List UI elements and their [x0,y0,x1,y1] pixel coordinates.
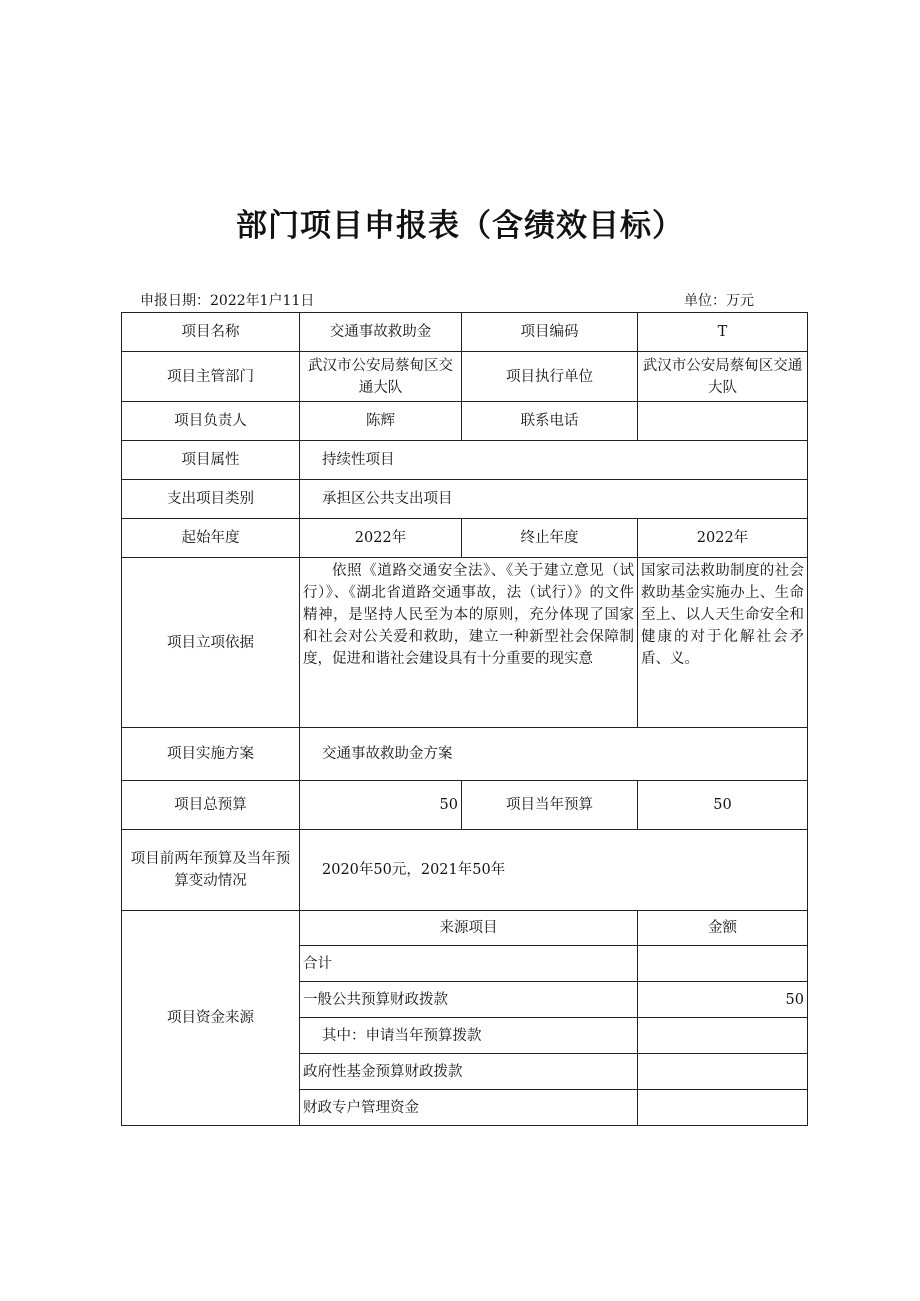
label-basis: 项目立项依据 [122,558,300,728]
value-end-year: 2022年 [638,519,808,558]
label-exec-unit: 项目执行单位 [462,352,638,402]
label-prev-budget: 项目前两年预算及当年预算变动情况 [122,830,300,911]
label-end-year: 终止年度 [462,519,638,558]
value-phone [638,402,808,441]
row-years [122,519,808,558]
funding-row-name: 财政专户管理资金 [300,1090,638,1126]
label-start-year: 起始年度 [122,519,300,558]
value-attribute: 持续性项目 [300,441,808,480]
funding-row-name: 其中：申请当年预算拨款 [300,1018,638,1054]
row-category [122,480,808,519]
label-current-budget: 项目当年预算 [462,781,638,830]
value-leader: 陈辉 [300,402,462,441]
funding-row-amount [638,1090,808,1126]
funding-row-amount [638,946,808,982]
value-current-budget: 50 [638,781,808,830]
value-basis-right: 国家司法救助制度的社会救助基金实施办上、生命至上、以人天生命安全和健康的对于化解社会矛盾、义。 [638,558,808,728]
label-plan: 项目实施方案 [122,728,300,781]
label-category: 支出项目类别 [122,480,300,519]
funding-row-amount [638,1018,808,1054]
value-prev-budget: 2020年50元，2021年50年 [300,830,808,911]
value-dept: 武汉市公安局蔡甸区交通大队 [300,352,462,402]
report-date: 申报日期：2022年1户11日 [140,293,315,309]
label-funding: 项目资金来源 [122,911,300,1126]
funding-row-name: 一般公共预算财政拨款 [300,982,638,1018]
value-category: 承担区公共支出项目 [300,480,808,519]
value-total-budget: 50 [300,781,462,830]
label-attribute: 项目属性 [122,441,300,480]
label-dept: 项目主管部门 [122,352,300,402]
row-leader [122,402,808,441]
funding-row-amount: 50 [638,982,808,1018]
funding-header-source: 来源项目 [300,911,638,946]
row-attribute [122,441,808,480]
funding-row-name: 政府性基金预算财政拨款 [300,1054,638,1090]
value-exec-unit: 武汉市公安局蔡甸区交通大队 [638,352,808,402]
row-dept [122,352,808,402]
value-project-code: T [638,313,808,352]
funding-header-amount: 金额 [638,911,808,946]
label-phone: 联系电话 [462,402,638,441]
value-plan: 交通事故救助金方案 [300,728,808,781]
value-start-year: 2022年 [300,519,462,558]
label-total-budget: 项目总预算 [122,781,300,830]
funding-row-name: 合计 [300,946,638,982]
project-form-table [121,312,808,1126]
label-project-name: 项目名称 [122,313,300,352]
row-budget [122,781,808,830]
label-leader: 项目负责人 [122,402,300,441]
row-project-name [122,313,808,352]
row-prev-budget [122,830,808,911]
unit-label: 单位：万元 [684,293,754,309]
value-basis-left: 依照《道路交通安全法》、《关于建立意见（试行）》、《湖北省道路交通事故，法（试行）》的文件精神，是坚持人民至为本的原则，充分体现了国家和社会对公关爱和救助，建立一种新型社会保障制度，促进和谐社会建设具有十分重要的现实意 [300,558,638,728]
row-basis [122,558,808,728]
label-project-code: 项目编码 [462,313,638,352]
row-plan [122,728,808,781]
page-title: 部门项目申报表（含绩效目标） [236,208,684,244]
value-project-name: 交通事故救助金 [300,313,462,352]
row-funding-header [122,911,808,946]
funding-row-amount [638,1054,808,1090]
